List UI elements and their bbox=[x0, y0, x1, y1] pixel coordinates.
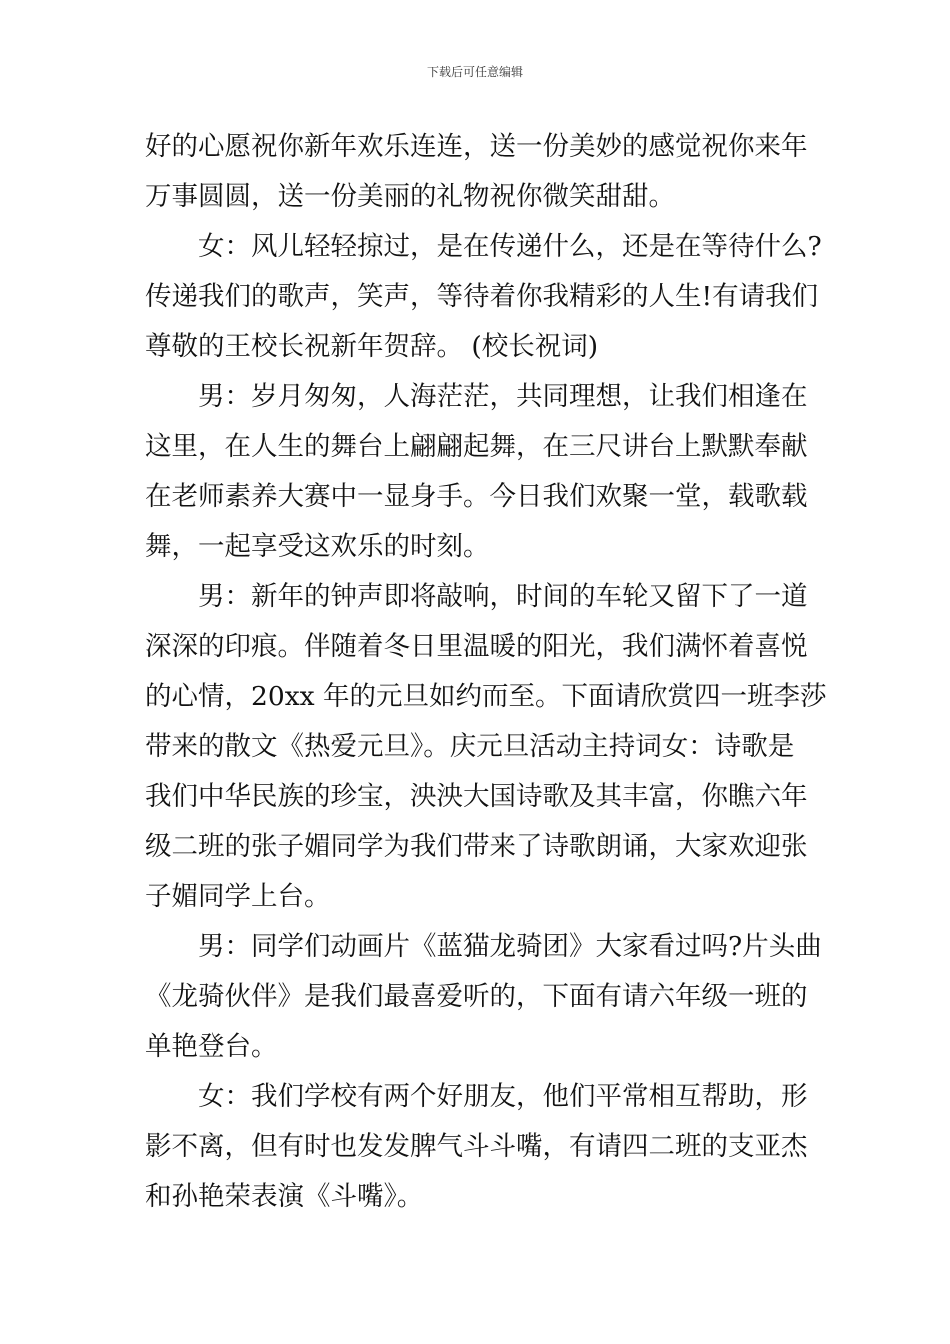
text-line: 和孙艳荣表演《斗嘴》。 bbox=[145, 1181, 424, 1212]
text-line: 单艳登台。 bbox=[145, 1031, 278, 1062]
text-line: 深深的印痕。伴随着冬日里温暖的阳光，我们满怀着喜悦 bbox=[145, 631, 808, 662]
text-line: 在老师素养大赛中一显身手。今日我们欢聚一堂，载歌载 bbox=[145, 481, 808, 512]
text-line: 好的心愿祝你新年欢乐连连，送一份美妙的感觉祝你来年 bbox=[145, 131, 808, 162]
paragraph-1 bbox=[145, 122, 807, 222]
text-line: 万事圆圆，送一份美丽的礼物祝你微笑甜甜。 bbox=[145, 181, 675, 212]
text-line: 尊敬的王校长祝新年贺辞。 (校长祝词) bbox=[145, 331, 599, 362]
page-header: 下载后可任意编辑 bbox=[426, 65, 523, 79]
text-line: 的心情，20xx 年的元旦如约而至。下面请欣赏四一班李莎 bbox=[145, 681, 827, 712]
text-line: 带来的散文《热爱元旦》。庆元旦活动主持词女：诗歌是 bbox=[145, 731, 795, 762]
text-line: 女：风儿轻轻掠过，是在传递什么，还是在等待什么? bbox=[198, 231, 822, 262]
text-line: 《龙骑伙伴》是我们最喜爱听的，下面有请六年级一班的 bbox=[145, 981, 808, 1012]
text-line: 传递我们的歌声，笑声，等待着你我精彩的人生!有请我们 bbox=[145, 281, 819, 312]
text-line: 影不离，但有时也发发脾气斗斗嘴，有请四二班的支亚杰 bbox=[145, 1131, 808, 1162]
paragraph-3 bbox=[145, 372, 807, 572]
paragraph-5 bbox=[145, 922, 822, 1072]
paragraph-2 bbox=[145, 222, 822, 372]
paragraph-4 bbox=[145, 572, 827, 922]
text-line: 这里，在人生的舞台上翩翩起舞，在三尺讲台上默默奉献 bbox=[145, 431, 808, 462]
text-line: 男：新年的钟声即将敲响，时间的车轮又留下了一道 bbox=[198, 581, 808, 612]
text-line: 级二班的张子媚同学为我们带来了诗歌朗诵，大家欢迎张 bbox=[145, 831, 808, 862]
text-line: 男：岁月匆匆，人海茫茫，共同理想，让我们相逢在 bbox=[198, 381, 808, 412]
document-body bbox=[145, 122, 827, 1222]
paragraph-6 bbox=[145, 1072, 807, 1222]
text-line: 子媚同学上台。 bbox=[145, 881, 331, 912]
text-line: 男：同学们动画片《蓝猫龙骑团》大家看过吗?片头曲 bbox=[198, 931, 822, 962]
text-line: 舞，一起享受这欢乐的时刻。 bbox=[145, 531, 490, 562]
text-line: 女：我们学校有两个好朋友，他们平常相互帮助，形 bbox=[198, 1081, 808, 1112]
text-line: 我们中华民族的珍宝，泱泱大国诗歌及其丰富，你瞧六年 bbox=[145, 781, 808, 812]
